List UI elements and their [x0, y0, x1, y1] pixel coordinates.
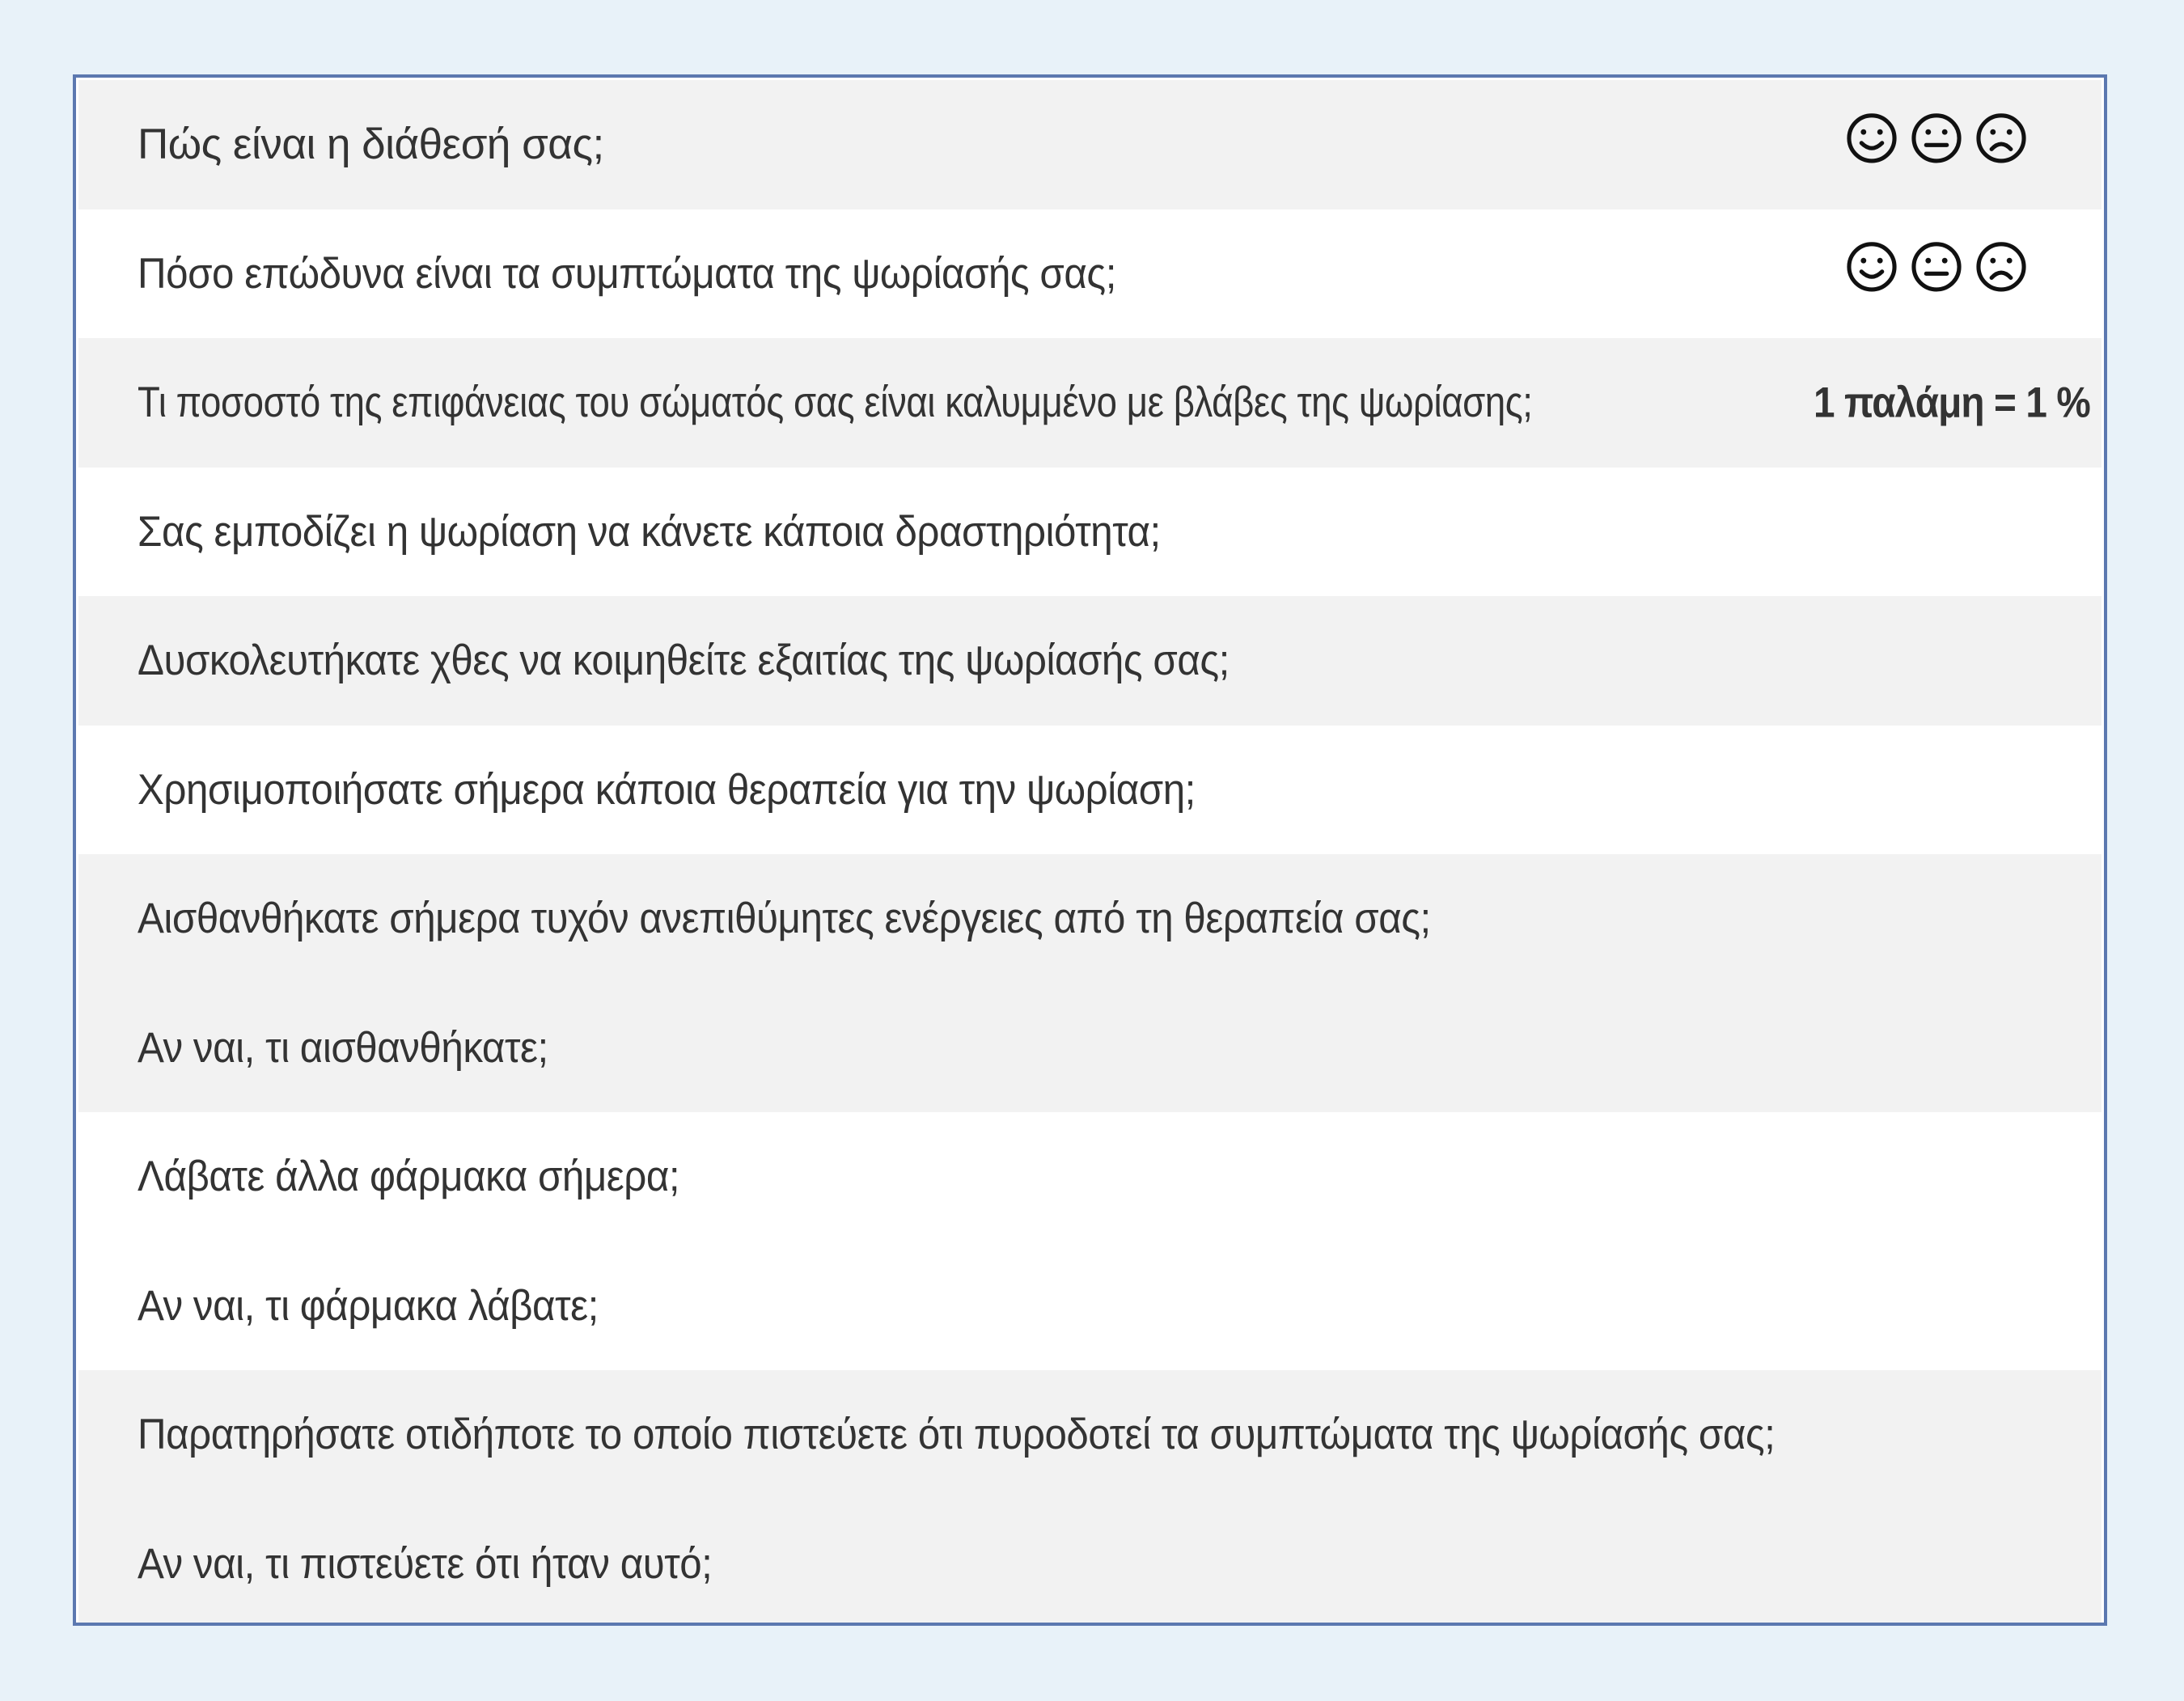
question-text: Σας εμποδίζει η ψωρίαση να κάνετε κάποια δραστηριότητα;	[138, 507, 1161, 556]
question-row-other-medication	[78, 1112, 2101, 1242]
questionnaire-frame	[73, 74, 2107, 1626]
question-text: Χρησιμοποιήσατε σήμερα κάποια θεραπεία για την ψωρίαση;	[138, 765, 1196, 814]
question-text: Τι ποσοστό της επιφάνειας του σώματός σας είναι καλυμμένο με βλάβες της ψωρίασης;	[138, 379, 1533, 427]
question-row-side-effects-detail	[78, 984, 2101, 1113]
question-row-activity	[78, 468, 2101, 597]
question-row-treatment	[78, 726, 2101, 855]
frowning-face-icon[interactable]	[1974, 239, 2029, 294]
neutral-face-icon[interactable]	[1909, 239, 1964, 294]
question-text: Αισθανθήκατε σήμερα τυχόν ανεπιθύμητες ενέργειες από τη θεραπεία σας;	[138, 895, 1431, 943]
mood-scale	[1844, 111, 2029, 166]
frowning-face-icon[interactable]	[1974, 111, 2029, 166]
question-row-triggers-detail	[78, 1500, 2101, 1627]
question-row-other-medication-detail	[78, 1242, 2101, 1371]
question-row-body-surface	[78, 338, 2101, 468]
question-row-mood	[78, 80, 2101, 209]
smiling-face-icon[interactable]	[1844, 111, 1899, 166]
question-row-sleep	[78, 596, 2101, 726]
palm-rule-note: 1 παλάμη = 1 %	[1814, 379, 2090, 427]
question-text: Παρατηρήσατε οτιδήποτε το οποίο πιστεύετε ότι πυροδοτεί τα συμπτώματα της ψωρίασής σας;	[138, 1411, 1776, 1459]
questionnaire-rows	[78, 80, 2101, 1620]
question-row-triggers	[78, 1370, 2101, 1500]
smiling-face-icon[interactable]	[1844, 239, 1899, 294]
question-text: Πώς είναι η διάθεσή σας;	[138, 121, 604, 169]
question-text: Αν ναι, τι φάρμακα λάβατε;	[138, 1281, 599, 1330]
question-text: Λάβατε άλλα φάρμακα σήμερα;	[138, 1153, 680, 1201]
pain-scale	[1844, 239, 2029, 294]
neutral-face-icon[interactable]	[1909, 111, 1964, 166]
question-text: Πόσο επώδυνα είναι τα συμπτώματα της ψωρίασής σας;	[138, 249, 1116, 298]
question-text: Δυσκολευτήκατε χθες να κοιμηθείτε εξαιτίας της ψωρίασής σας;	[138, 637, 1230, 685]
question-row-pain	[78, 209, 2101, 339]
question-text: Αν ναι, τι πιστεύετε ότι ήταν αυτό;	[138, 1539, 713, 1588]
question-text: Αν ναι, τι αισθανθήκατε;	[138, 1023, 548, 1072]
question-row-side-effects	[78, 854, 2101, 984]
